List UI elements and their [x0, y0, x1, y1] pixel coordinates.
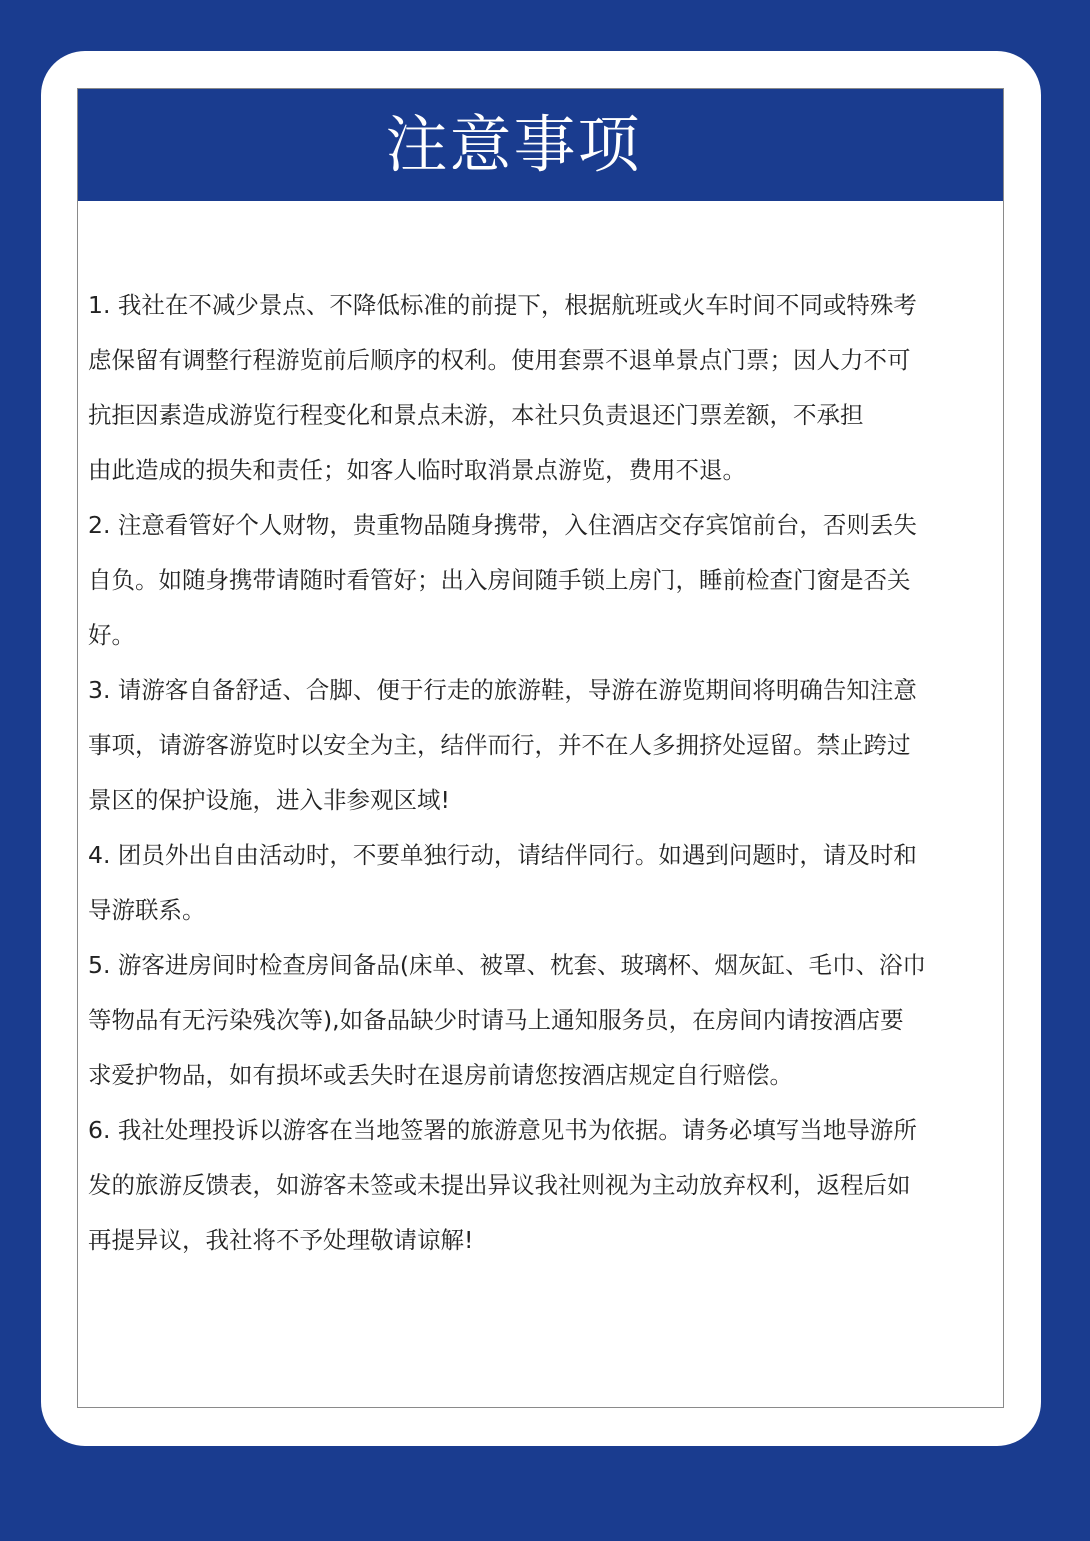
notice-line: 1. 我社在不减少景点、不降低标准的前提下，根据航班或火车时间不同或特殊考 — [88, 291, 917, 319]
notice-line: 再提异议，我社将不予处理敬请谅解! — [88, 1226, 474, 1254]
notice-line: 求爱护物品，如有损坏或丢失时在退房前请您按酒店规定自行赔偿。 — [88, 1061, 793, 1089]
notice-line: 6. 我社处理投诉以游客在当地签署的旅游意见书为依据。请务必填写当地导游所 — [88, 1116, 917, 1144]
notice-line: 发的旅游反馈表，如游客未签或未提出异议我社则视为主动放弃权利，返程后如 — [88, 1171, 911, 1199]
notice-line: 由此造成的损失和责任；如客人临时取消景点游览，费用不退。 — [88, 456, 746, 484]
notice-line: 导游联系。 — [88, 896, 206, 924]
notice-content — [88, 278, 998, 1268]
notice-line: 3. 请游客自备舒适、合脚、便于行走的旅游鞋，导游在游览期间将明确告知注意 — [88, 676, 917, 704]
notice-line: 4. 团员外出自由活动时，不要单独行动，请结伴同行。如遇到问题时，请及时和 — [88, 841, 917, 869]
notice-line: 自负。如随身携带请随时看管好；出入房间随手锁上房门，睡前检查门窗是否关 — [88, 566, 911, 594]
notice-line: 虑保留有调整行程游览前后顺序的权利。使用套票不退单景点门票；因人力不可 — [88, 346, 911, 374]
notice-line: 好。 — [88, 621, 135, 649]
notice-line: 景区的保护设施，进入非参观区域! — [88, 786, 450, 814]
notice-line: 2. 注意看管好个人财物，贵重物品随身携带，入住酒店交存宾馆前台，否则丢失 — [88, 511, 917, 539]
notice-frame — [77, 88, 1004, 1408]
notice-line: 抗拒因素造成游览行程变化和景点未游，本社只负责退还门票差额，不承担 — [88, 401, 864, 429]
notice-line: 等物品有无污染残次等),如备品缺少时请马上通知服务员，在房间内请按酒店要 — [88, 1006, 904, 1034]
title-banner — [78, 89, 1003, 201]
notice-line: 5. 游客进房间时检查房间备品(床单、被罩、枕套、玻璃杯、烟灰缸、毛巾、浴巾 — [88, 951, 927, 979]
page-title: 注意事项 — [385, 108, 642, 181]
notice-line: 事项，请游客游览时以安全为主，结伴而行，并不在人多拥挤处逗留。禁止跨过 — [88, 731, 911, 759]
